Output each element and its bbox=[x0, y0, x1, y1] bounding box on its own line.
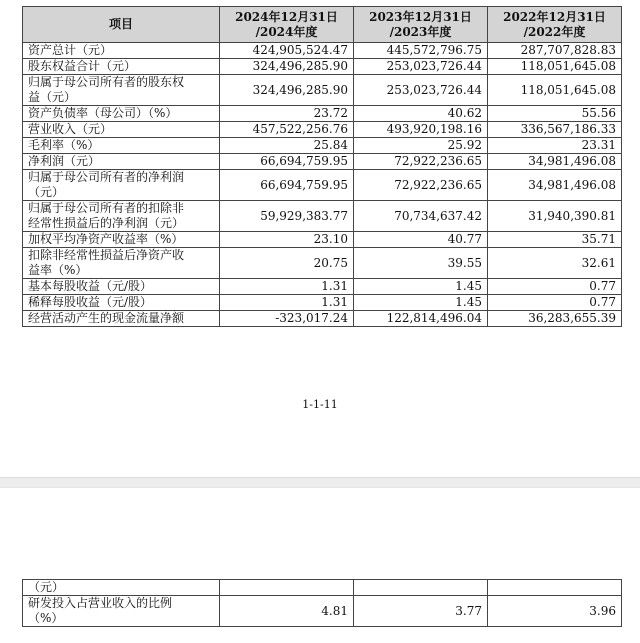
row-value: 445,572,796.75 bbox=[354, 43, 488, 59]
row-label: 经营活动产生的现金流量净额 bbox=[23, 311, 220, 327]
table-body bbox=[23, 43, 622, 327]
page-number: 1-1-11 bbox=[302, 398, 338, 411]
table-row bbox=[23, 106, 622, 122]
row-value: 35.71 bbox=[488, 232, 622, 248]
row-label: 研发投入占营业收入的比例 （%） bbox=[23, 596, 220, 627]
row-label: 归属于母公司所有者的扣除非 经常性损益后的净利润（元） bbox=[23, 201, 220, 232]
table-row bbox=[23, 138, 622, 154]
row-value: 66,694,759.95 bbox=[220, 154, 354, 170]
row-value: 336,567,186.33 bbox=[488, 122, 622, 138]
row-label: 归属于母公司所有者的净利润 （元） bbox=[23, 170, 220, 201]
row-value bbox=[488, 580, 622, 596]
row-value: 34,981,496.08 bbox=[488, 170, 622, 201]
row-value bbox=[354, 580, 488, 596]
continuation-table-body bbox=[23, 580, 622, 627]
table-row bbox=[23, 43, 622, 59]
row-value: 23.31 bbox=[488, 138, 622, 154]
row-value: 59,929,383.77 bbox=[220, 201, 354, 232]
row-value: 72,922,236.65 bbox=[354, 154, 488, 170]
row-value bbox=[220, 580, 354, 596]
row-value: 1.45 bbox=[354, 279, 488, 295]
row-value: 493,920,198.16 bbox=[354, 122, 488, 138]
row-value: 253,023,726.44 bbox=[354, 75, 488, 106]
table-row bbox=[23, 232, 622, 248]
row-value: 36,283,655.39 bbox=[488, 311, 622, 327]
header-year-2: 2023年12月31日 /2023年度 bbox=[354, 7, 488, 43]
row-value: 23.72 bbox=[220, 106, 354, 122]
row-label: 资产负债率（母公司）（%） bbox=[23, 106, 220, 122]
table-row bbox=[23, 311, 622, 327]
table-row bbox=[23, 122, 622, 138]
row-value: 31,940,390.81 bbox=[488, 201, 622, 232]
row-label: 稀释每股收益（元/股） bbox=[23, 295, 220, 311]
header-year-3: 2022年12月31日 /2022年度 bbox=[488, 7, 622, 43]
page-break-gap bbox=[0, 477, 640, 488]
table-row bbox=[23, 248, 622, 279]
row-value: 1.31 bbox=[220, 295, 354, 311]
row-value: 70,734,637.42 bbox=[354, 201, 488, 232]
row-value: 118,051,645.08 bbox=[488, 75, 622, 106]
row-value: 32.61 bbox=[488, 248, 622, 279]
header-year-1: 2024年12月31日 /2024年度 bbox=[220, 7, 354, 43]
row-value: 40.77 bbox=[354, 232, 488, 248]
row-value: 39.55 bbox=[354, 248, 488, 279]
row-label: （元） bbox=[23, 580, 220, 596]
table-row bbox=[23, 59, 622, 75]
row-label: 资产总计（元） bbox=[23, 43, 220, 59]
row-value: 72,922,236.65 bbox=[354, 170, 488, 201]
table-row bbox=[23, 75, 622, 106]
table-header-row bbox=[23, 7, 622, 43]
table-row bbox=[23, 580, 622, 596]
header-item: 项目 bbox=[23, 7, 220, 43]
row-value: 0.77 bbox=[488, 295, 622, 311]
row-value: 1.45 bbox=[354, 295, 488, 311]
row-value: 324,496,285.90 bbox=[220, 59, 354, 75]
row-value: 34,981,496.08 bbox=[488, 154, 622, 170]
table-row bbox=[23, 201, 622, 232]
row-value: 0.77 bbox=[488, 279, 622, 295]
row-label: 股东权益合计（元） bbox=[23, 59, 220, 75]
row-value: 40.62 bbox=[354, 106, 488, 122]
row-value: 25.84 bbox=[220, 138, 354, 154]
row-value: 66,694,759.95 bbox=[220, 170, 354, 201]
row-value: -323,017.24 bbox=[220, 311, 354, 327]
row-value: 3.96 bbox=[488, 596, 622, 627]
row-value: 118,051,645.08 bbox=[488, 59, 622, 75]
continuation-table bbox=[22, 579, 622, 627]
row-value: 1.31 bbox=[220, 279, 354, 295]
row-value: 20.75 bbox=[220, 248, 354, 279]
financial-data-table bbox=[22, 6, 622, 327]
table-row bbox=[23, 279, 622, 295]
row-label: 加权平均净资产收益率（%） bbox=[23, 232, 220, 248]
row-value: 287,707,828.83 bbox=[488, 43, 622, 59]
row-label: 净利润（元） bbox=[23, 154, 220, 170]
row-value: 457,522,256.76 bbox=[220, 122, 354, 138]
row-value: 324,496,285.90 bbox=[220, 75, 354, 106]
row-label: 基本每股收益（元/股） bbox=[23, 279, 220, 295]
row-label: 扣除非经常性损益后净资产收 益率（%） bbox=[23, 248, 220, 279]
table-row bbox=[23, 154, 622, 170]
row-value: 3.77 bbox=[354, 596, 488, 627]
row-value: 4.81 bbox=[220, 596, 354, 627]
row-label: 营业收入（元） bbox=[23, 122, 220, 138]
row-value: 55.56 bbox=[488, 106, 622, 122]
row-value: 122,814,496.04 bbox=[354, 311, 488, 327]
row-value: 424,905,524.47 bbox=[220, 43, 354, 59]
row-value: 23.10 bbox=[220, 232, 354, 248]
row-value: 253,023,726.44 bbox=[354, 59, 488, 75]
row-label: 毛利率（%） bbox=[23, 138, 220, 154]
row-value: 25.92 bbox=[354, 138, 488, 154]
table-row bbox=[23, 295, 622, 311]
row-label: 归属于母公司所有者的股东权 益（元） bbox=[23, 75, 220, 106]
table-row bbox=[23, 170, 622, 201]
table-row bbox=[23, 596, 622, 627]
